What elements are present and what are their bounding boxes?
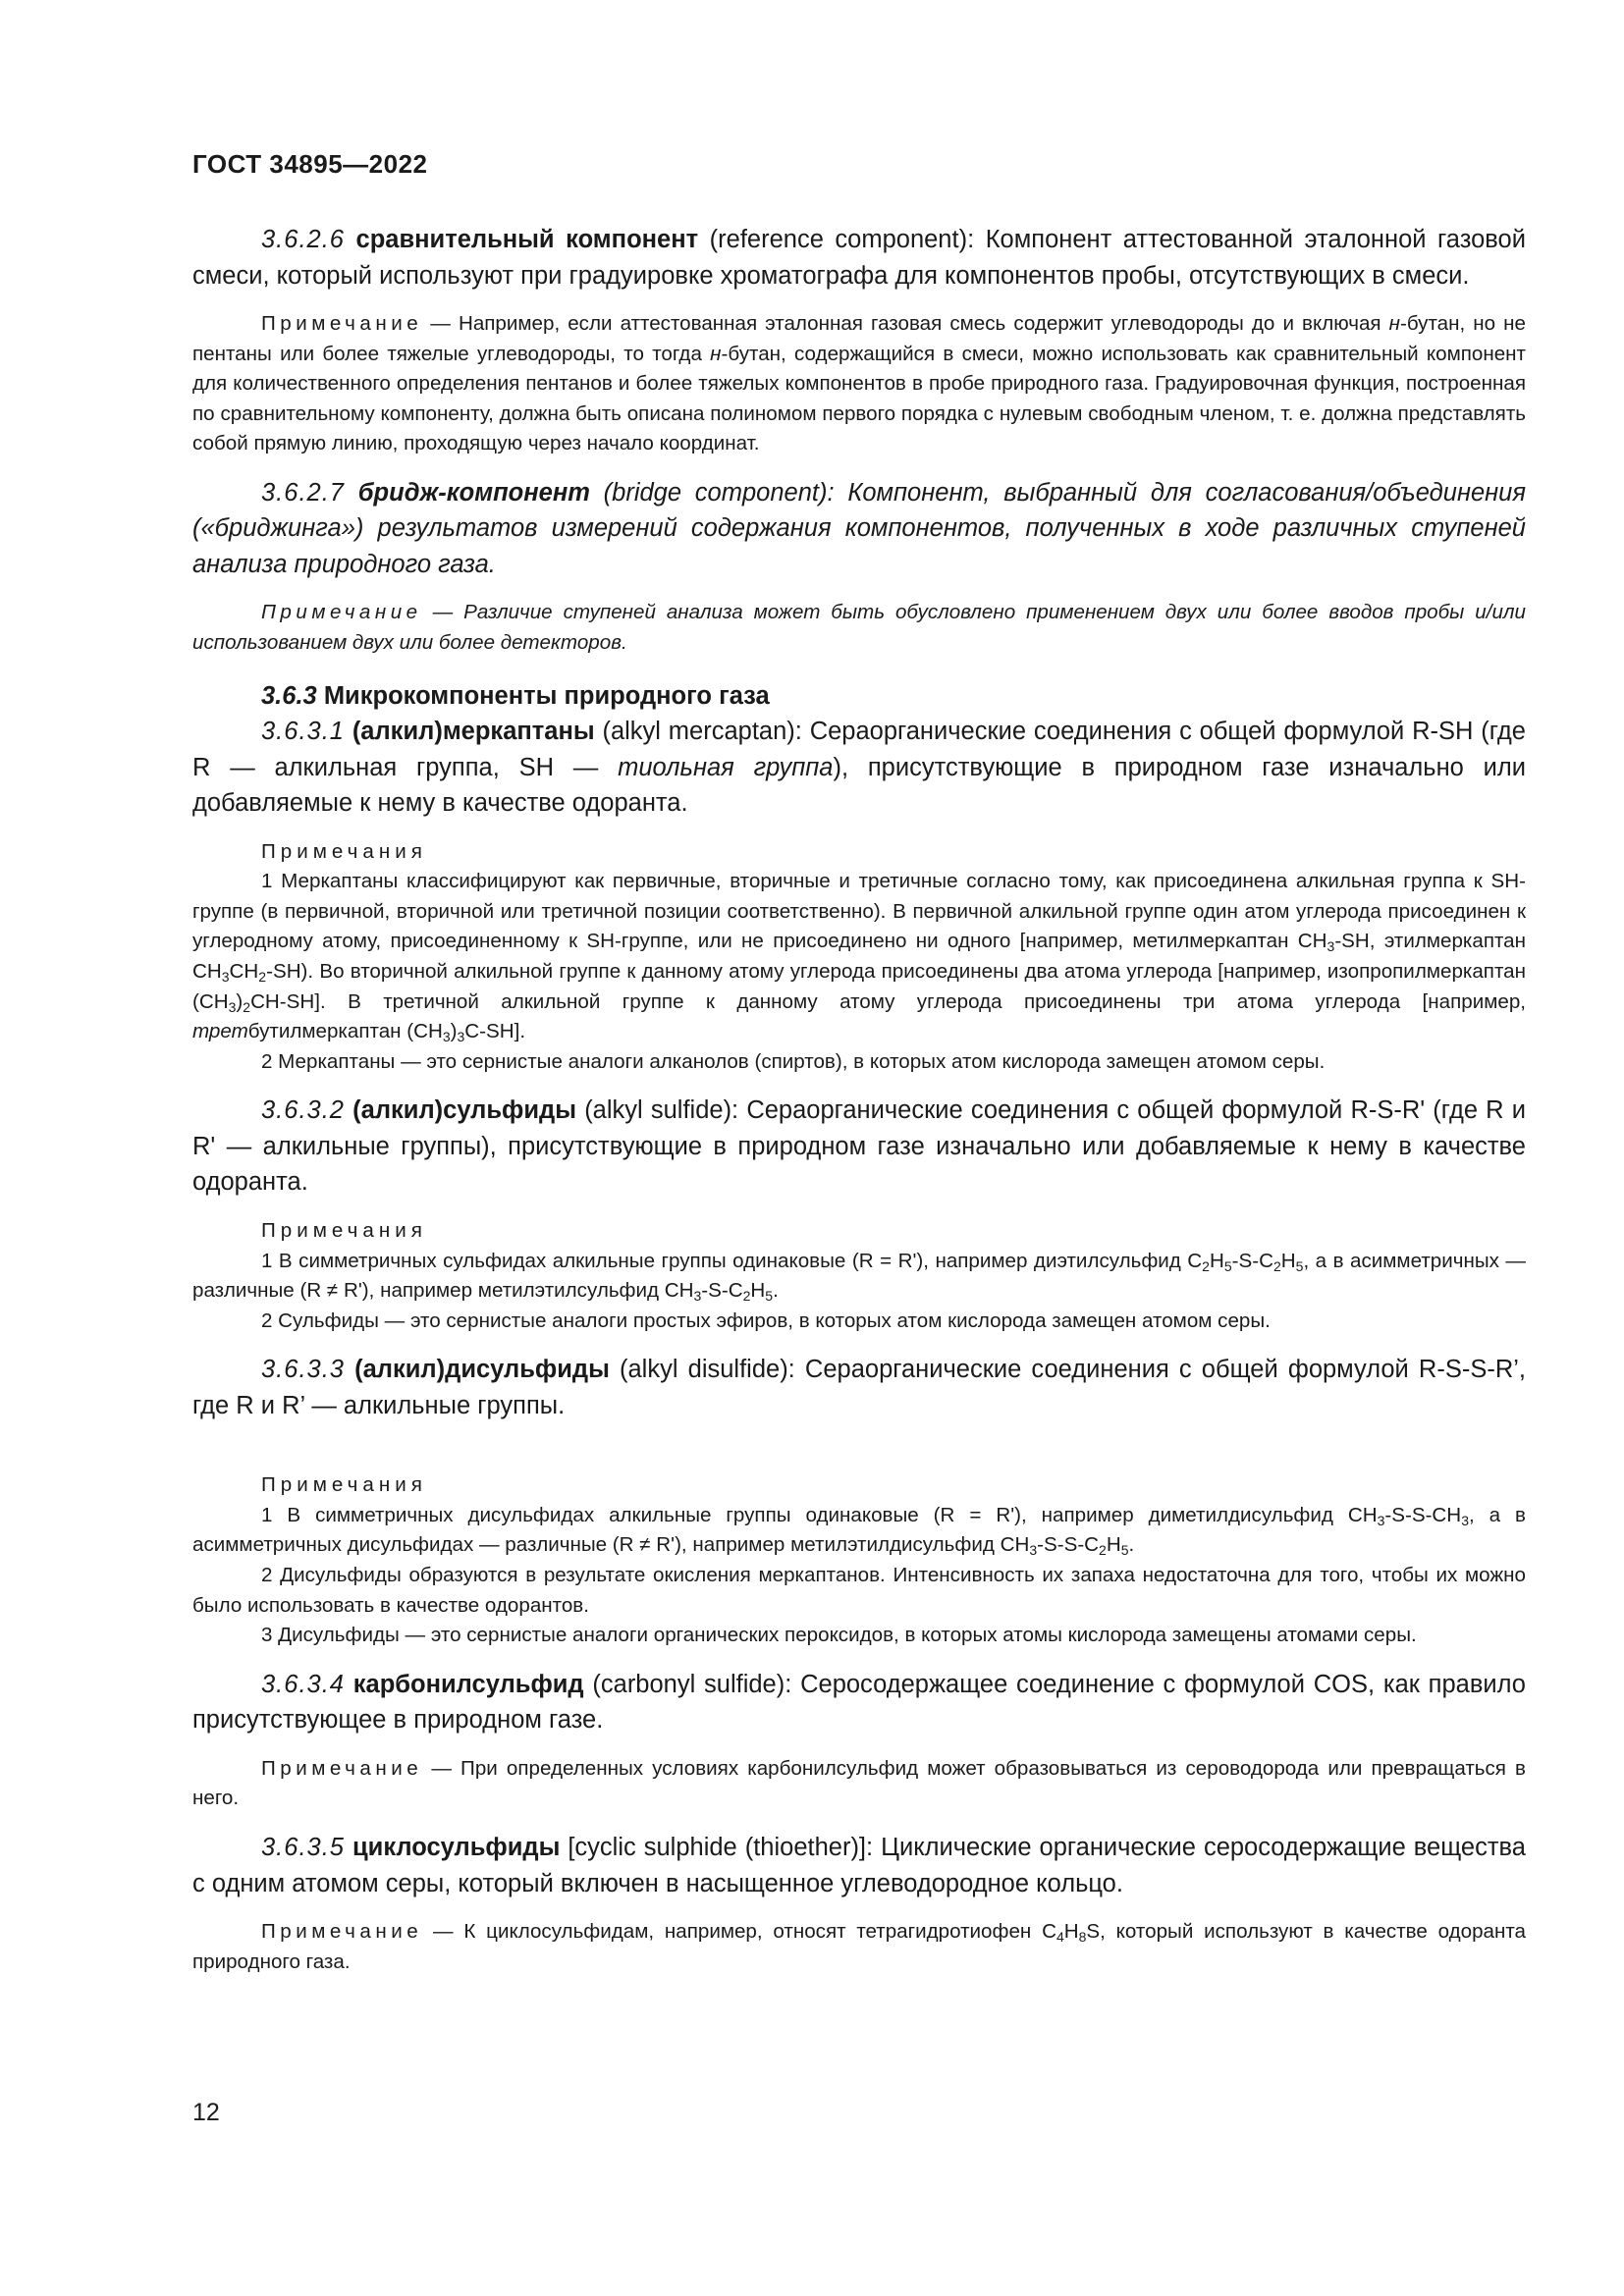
note-item-1: 1 В симметричных дисульфидах алкильные группы одинаковые (R = R'), например диметилдисульфид $CH_3-S-S-CH_3$, а в асимметричных дисульфидах — различные (R ≠ R'), например метилэтилдисульфид $CH_3-S-S-C_2H_5$.: [192, 1503, 1527, 1559]
term-3-6-3-5: [192, 1830, 1526, 1901]
term-definition-italic: тиольная группа: [618, 753, 834, 781]
page-content: [192, 222, 1526, 1977]
term-title: карбонилсульфид: [352, 1670, 584, 1698]
term-definition: Сераорганические соединения с общей формулой R-S-S-R’, где R и R’ — алкильные группы.: [192, 1356, 1526, 1419]
term-english: (alkyl disulfide):: [620, 1356, 795, 1384]
term-english: [cyclic sulphide (thioether)]:: [568, 1834, 874, 1862]
note-item-1: 1 Меркаптаны классифицируют как первичные, вторичные и третичные согласно тому, как присоединена алкильная группа к SH-группе (в первичной, вторичной или третичной позиции соответственно). В первичной алкильной группе один атом углерода присоединен к углеродному атому, присоединенному к SH-группе, или не присоединено ни одного [например, метилмеркаптан $CH_3-SH$, этилмеркаптан $CH_3CH_2-SH$). Во вторичной алкильной группе к данному атому углерода присоединены два атома углерода [например, изопропилмеркаптан $(CH_3)_2CH-SH$]. В третичной алкильной группе к данному атому углерода присоединены три атома углерода [например, третбутилмеркаптан $(CH_3)_3C-SH$].: [192, 870, 1527, 1045]
note-label: Примечание: [261, 1756, 423, 1780]
section-number: 3.6.3: [261, 681, 317, 710]
note-item-3: 3 Дисульфиды — это сернистые аналоги органических пероксидов, в которых атомы кислорода замещены атомами серы.: [261, 1624, 1417, 1647]
term-number: 3.6.2.6: [261, 226, 345, 253]
term-3-6-3-1: [192, 714, 1526, 822]
term-number: 3.6.3.5: [261, 1834, 345, 1862]
term-number: 3.6.3.1: [261, 718, 345, 746]
note-text: -бутан, но не пентаны или более тяжелые углеводороды, то тогда: [192, 312, 1527, 365]
note-text: -бутан, содержащийся в смеси, можно использовать как сравнительный компонент для количественного определения пентанов и более тяжелых компонентов в пробе природного газа. Градуировочная функция, построенная по сравнительному компоненту, должна быть описана полиномом первого порядка с нулевым свободным членом, т. е. должна представлять собой прямую линию, проходящую через начало координат.: [192, 342, 1526, 455]
note-3-6-2-6: [192, 309, 1526, 459]
notes-3-6-3-1: [192, 837, 1526, 1078]
notes-heading: Примечания: [261, 839, 427, 863]
term-english: (bridge component):: [603, 478, 835, 507]
term-3-6-2-6: [192, 222, 1526, 294]
term-title: (алкил)меркаптаны: [352, 718, 595, 746]
section-3-6-3: [192, 678, 1526, 715]
note-3-6-3-4: [192, 1754, 1526, 1814]
term-number: 3.6.3.3: [261, 1356, 345, 1384]
note-3-6-3-5: Примечание — К циклосульфидам, например, относят тетрагидротиофен $C_4H_8S$, который используют в качестве одоранта природного газа.: [192, 1920, 1526, 1973]
term-english: (carbonyl sulfide):: [592, 1670, 792, 1698]
note-item-1: 1 В симметричных сульфидах алкильные группы одинаковые (R = R'), например диэтилсульфид $C_2H_5-S-C_2H_5$, а в асимметричных — различные (R ≠ R'), например метилэтилсульфид $CH_3-S-C_2H_5$.: [192, 1249, 1527, 1305]
note-text: — Например, если аттестованная эталонная газовая смесь содержит углеводороды до и включая: [430, 312, 1389, 335]
term-title: сравнительный компонент: [355, 226, 699, 253]
term-definition: Серосодержащее соединение с формулой COS, как правило присутствующее в природном газе.: [192, 1670, 1526, 1735]
term-english: (reference component):: [709, 226, 975, 253]
note-label: Примечание: [261, 312, 423, 335]
notes-heading: Примечания: [261, 1218, 427, 1242]
term-3-6-3-4: [192, 1667, 1526, 1738]
term-3-6-3-2: [192, 1093, 1526, 1201]
term-definition: Сераорганические соединения с общей формулой R-SH (где R — алкильная группа, SH —: [192, 718, 1526, 781]
document-header: ГОСТ 34895—2022: [192, 149, 428, 179]
notes-3-6-3-2: [192, 1216, 1526, 1336]
term-3-6-3-3: [192, 1352, 1526, 1423]
term-title: циклосульфиды: [352, 1834, 561, 1862]
notes-heading: Примечания: [261, 1473, 427, 1497]
term-title: (алкил)сульфиды: [352, 1096, 577, 1125]
term-3-6-2-7: [192, 475, 1526, 583]
note-text: — Различие ступеней анализа может быть обусловлено применением двух или более вводов пробы и/или использованием двух или более детекторов.: [192, 601, 1526, 655]
term-number: 3.6.3.2: [261, 1096, 345, 1125]
notes-3-6-3-3: [192, 1470, 1526, 1651]
term-english: (alkyl mercaptan):: [602, 718, 802, 746]
term-definition: Компонент, выбранный для согласования/объединения («бриджинга») результатов измерений содержания компонентов, полученных в ходе различных ступеней анализа природного газа.: [192, 478, 1526, 578]
note-label: Примечание: [261, 1920, 423, 1944]
term-number: 3.6.3.4: [261, 1670, 345, 1698]
term-english: (alkyl sulfide):: [584, 1096, 739, 1125]
term-number: 3.6.2.7: [261, 478, 345, 507]
section-title: Микрокомпоненты природного газа: [323, 681, 770, 710]
term-definition: Сераорганические соединения с общей формулой R-S-R' (где R и R' — алкильные группы), присутствующие в природном газе изначально или добавляемые к нему в качестве одоранта.: [192, 1096, 1526, 1197]
page-number: 12: [192, 2099, 220, 2126]
note-label: Примечание: [261, 601, 422, 624]
term-definition: Циклические органические серосодержащие вещества с одним атомом серы, который включен в насыщенное углеводородное кольцо.: [192, 1834, 1526, 1897]
term-title: (алкил)дисульфиды: [354, 1356, 610, 1384]
note-text: — При определенных условиях карбонилсульфид может образовываться из сероводорода или превращаться в него.: [192, 1756, 1526, 1810]
term-definition: ), присутствующие в природном газе изначально или добавляемые к нему в качестве одоранта.: [192, 753, 1526, 818]
note-3-6-2-7: [192, 598, 1526, 658]
note-item-2: 2 Сульфиды — это сернистые аналоги простых эфиров, в которых атом кислорода замещен атомом серы.: [261, 1308, 1271, 1332]
term-definition: Компонент аттестованной эталонной газовой смеси, который используют при градуировке хроматографа для компонентов пробы, отсутствующих в смеси.: [192, 226, 1526, 290]
note-italic: н: [710, 342, 722, 365]
note-item-2: 2 Дисульфиды образуются в результате окисления меркаптанов. Интенсивность их запаха недостаточна для того, чтобы их можно было использовать в качестве одорантов.: [192, 1564, 1526, 1617]
term-title: бридж-компонент: [357, 478, 590, 507]
note-item-2: 2 Меркаптаны — это сернистые аналоги алканолов (спиртов), в которых атом кислорода замещен атомом серы.: [261, 1049, 1326, 1073]
note-italic: н: [1388, 312, 1400, 335]
